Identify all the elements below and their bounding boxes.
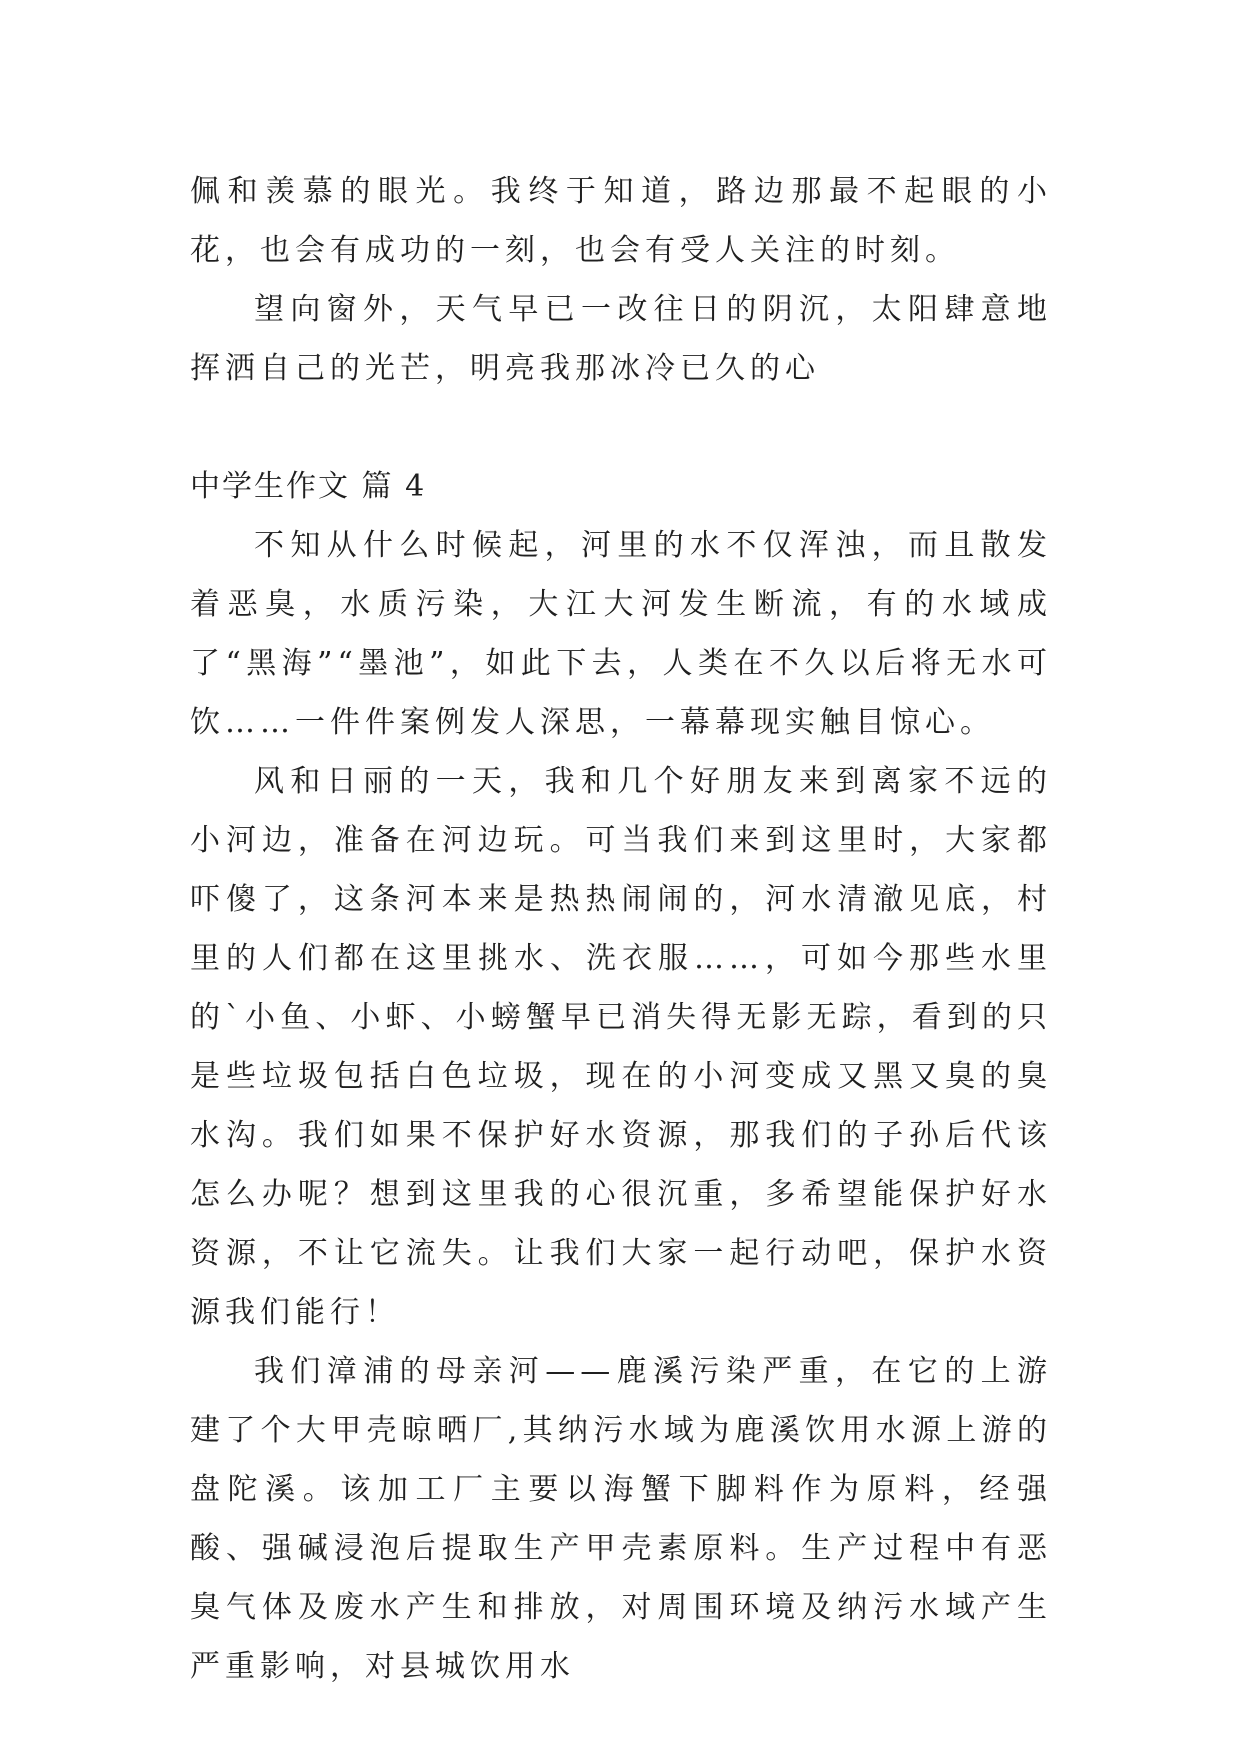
- document-body: [190, 162, 1052, 1696]
- paragraph-water-pollution-intro: 不知从什么时候起，河里的水不仅浑浊，而且散发着恶臭，水质污染，大江大河发生断流，有的水域成了“黑海”“墨池”，如此下去，人类在不久以后将无水可饮……一件件案例发人深思，一幕幕现实触目惊心。: [190, 528, 1052, 740]
- paragraph-continuation: 佩和羡慕的眼光。我终于知道，路边那最不起眼的小花，也会有成功的一刻，也会有受人关注的时刻。: [190, 174, 1052, 268]
- paragraph-luxi-river: 我们漳浦的母亲河——鹿溪污染严重，在它的上游建了个大甲壳晾晒厂,其纳污水域为鹿溪饮用水源上游的盘陀溪。该加工厂主要以海蟹下脚料作为原料，经强酸、强碱浸泡后提取生产甲壳素原料。生产过程中有恶臭气体及废水产生和排放，对周围环境及纳污水域产生严重影响，对县城饮用水: [190, 1354, 1052, 1684]
- paragraph-window-view: 望向窗外，天气早已一改往日的阴沉，太阳肆意地挥洒自己的光芒，明亮我那冰冷已久的心: [190, 292, 1052, 386]
- paragraph-river-visit: 风和日丽的一天，我和几个好朋友来到离家不远的小河边，准备在河边玩。可当我们来到这里时，大家都吓傻了，这条河本来是热热闹闹的，河水清澈见底，村里的人们都在这里挑水、洗衣服……，可如今那些水里的`小鱼、小虾、小螃蟹早已消失得无影无踪，看到的只是些垃圾包括白色垃圾，现在的小河变成又黑又臭的臭水沟。我们如果不保护好水资源，那我们的子孙后代该怎么办呢？想到这里我的心很沉重，多希望能保护好水资源，不让它流失。让我们大家一起行动吧，保护水资源我们能行！: [190, 764, 1052, 1330]
- section-heading: 中学生作文 篇 4: [190, 469, 427, 504]
